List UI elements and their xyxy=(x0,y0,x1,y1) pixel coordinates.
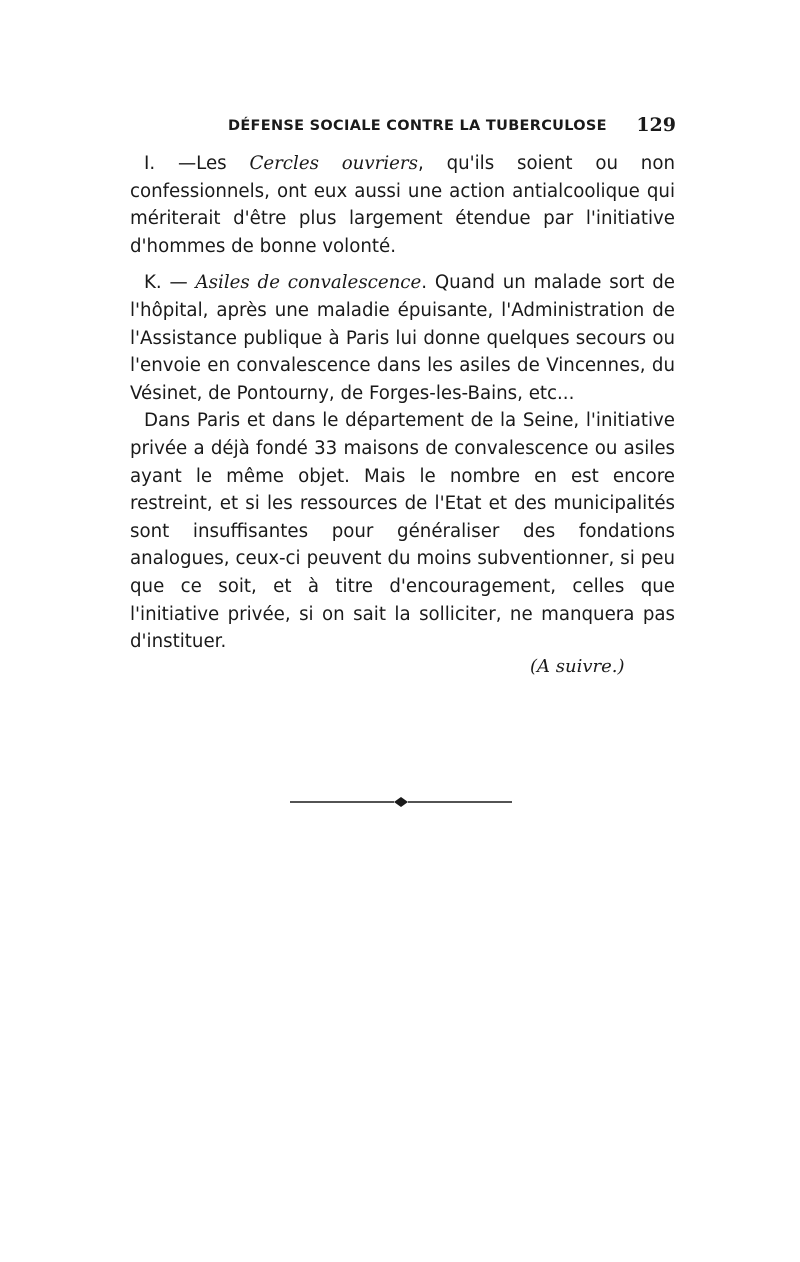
to-be-continued: (A suivre.) xyxy=(530,656,625,677)
page-number: 129 xyxy=(636,114,676,136)
section-k-lead: K. — xyxy=(144,272,196,294)
ornament-divider-icon xyxy=(290,795,512,809)
paragraph-paris: Dans Paris et dans le département de la Seine, l'initiative privée a déjà fondé 33 maisons de convalescence ou asiles ayant le même objet. Mais le nombre en est encore restreint, et si les ressources de l'Etat et des municipalités sont insuffisantes pour généraliser des fondations analogues, ceux-ci peuvent du moins subventionner, si peu que ce soit, et à titre d'encouragement, celles que l'initiative privée, si on sait la solliciter, ne manquera pas d'instituer. xyxy=(130,410,675,653)
page-header xyxy=(138,114,676,140)
section-k-title: Asiles de convalescence xyxy=(195,272,422,294)
running-title: DÉFENSE SOCIALE CONTRE LA TUBERCULOSE xyxy=(228,118,607,134)
paragraph-section-i xyxy=(130,150,675,260)
paragraph-section-k xyxy=(130,269,675,407)
section-i-text: , qu'ils soient ou non confessionnels, ont eux aussi une action antialcoolique qui mériterait d'être plus largement étendue par l'initiative d'hommes de bonne volonté. xyxy=(130,153,675,257)
body-text xyxy=(130,150,675,656)
section-k-text: . Quand un malade sort de l'hôpital, après une maladie épuisante, l'Administration de l'Assistance publique à Paris lui donne quelques secours ou l'envoie en convalescence dans les asiles de Vincennes, du Vésinet, de Pontourny, de Forges-les-Bains, etc... xyxy=(130,272,675,404)
section-i-lead: I. —Les xyxy=(144,153,250,174)
section-i-title: Cercles ouvriers xyxy=(249,153,418,174)
